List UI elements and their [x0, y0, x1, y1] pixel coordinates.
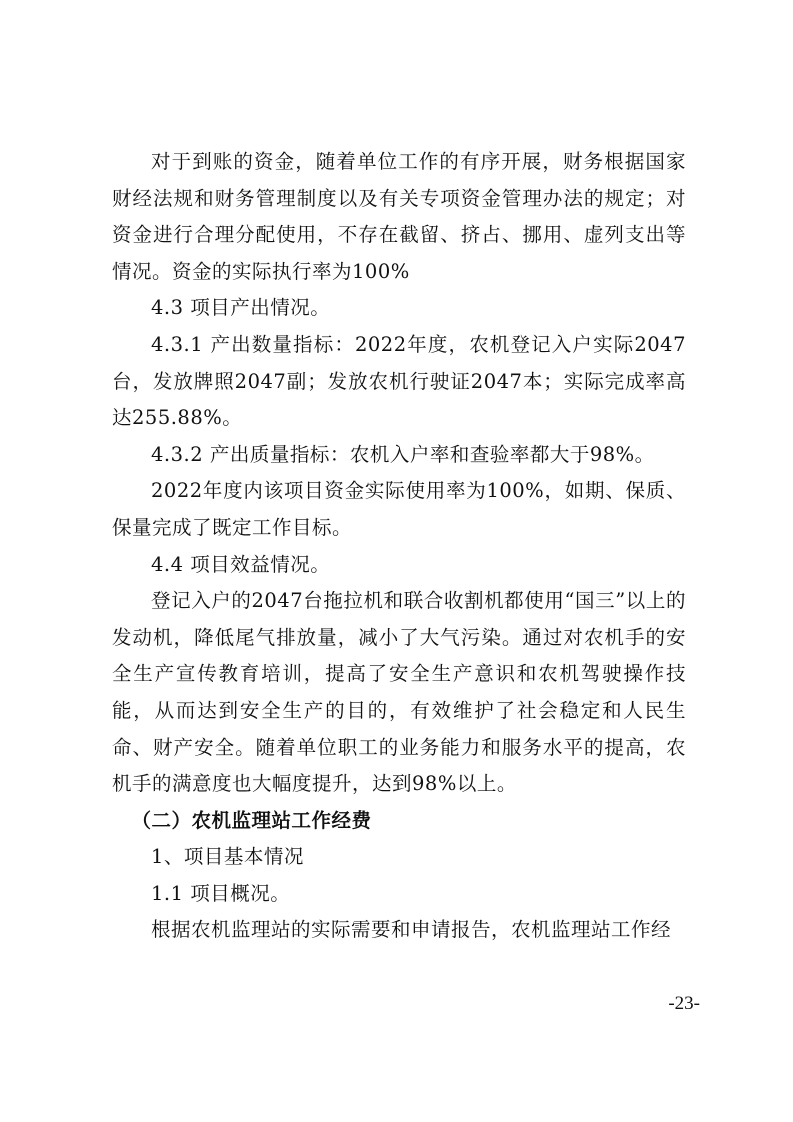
paragraph-fund-usage: 对于到账的资金，随着单位工作的有序开展，财务根据国家财经法规和财务管理制度以及有关专项资金管理办法的规定；对资金进行合理分配使用，不存在截留、挤占、挪用、虚列支出等情况。资金的实际执行率为100%: [112, 150, 686, 283]
paragraph-benefit-details: 登记入户的2047台拖拉机和联合收割机都使用“国三”以上的发动机，降低尾气排放量，减小了大气污染。通过对农机手的安全生产宣传教育培训，提高了安全生产意识和农机驾驶操作技能，从而达到安全生产的目的，有效维护了社会稳定和人民生命、财产安全。随着单位职工的业务能力和服务水平的提高，农机手的满意度也大幅度提升，达到98%以上。: [112, 589, 686, 796]
paragraph-overview: 1.1 项目概况。: [151, 881, 291, 905]
document-body: [112, 144, 686, 949]
paragraph-basic-info: 1、项目基本情况: [151, 845, 304, 869]
page-number: -23-: [668, 993, 700, 1014]
paragraph-output-heading: 4.3 项目产出情况。: [151, 296, 331, 320]
paragraph-output-quantity: 4.3.1 产出数量指标：2022年度，农机登记入户实际2047台，发放牌照2047副；发放农机行驶证2047本；实际完成率高达255.88%。: [112, 332, 686, 430]
paragraph-overview-text: 根据农机监理站的实际需要和申请报告，农机监理站工作经: [151, 918, 672, 942]
paragraph-benefit-heading: 4.4 项目效益情况。: [151, 552, 331, 576]
paragraph-fund-rate: 2022年度内该项目资金实际使用率为100%，如期、保质、保量完成了既定工作目标。: [112, 479, 686, 539]
paragraph-output-quality: 4.3.2 产出质量指标：农机入户率和查验率都大于98%。: [151, 442, 655, 466]
section-heading: （二）农机监理站工作经费: [131, 808, 372, 832]
